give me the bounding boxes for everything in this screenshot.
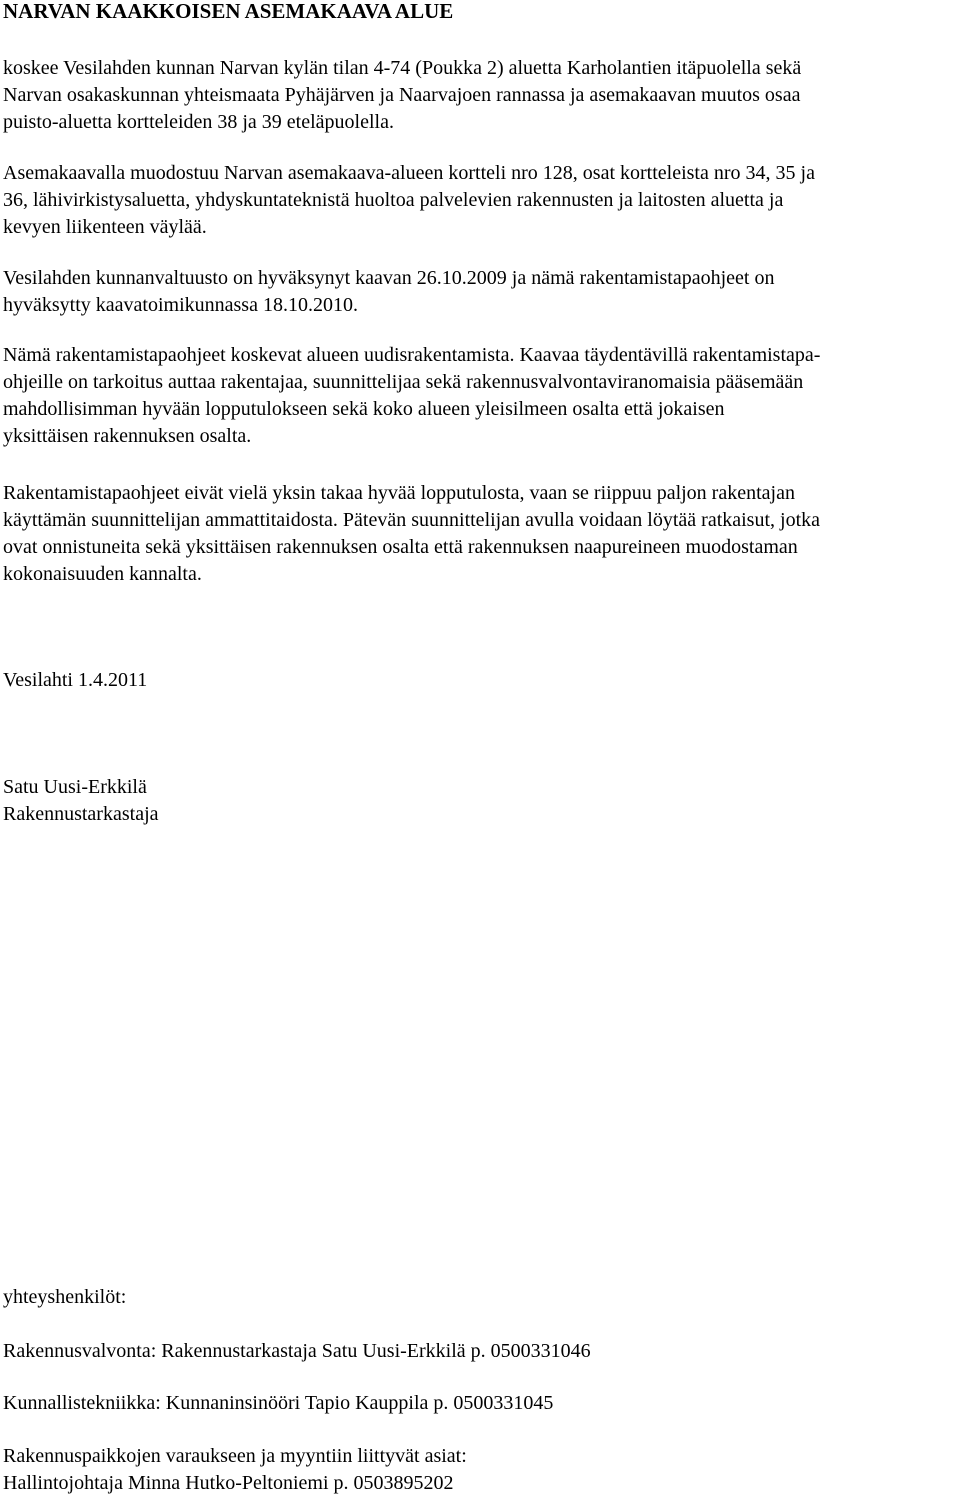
contacts-heading: yhteyshenkilöt:	[3, 1286, 127, 1308]
intro-paragraph: koskee Vesilahden kunnan Narvan kylän tilan 4-74 (Poukka 2) aluetta Karholantien itäpuolella sekä Narvan osakaskunnan yhteismaata Pyhäjärven ja Naarvajoen rannassa ja asemakaavan muutos osaa puisto-aluetta kortteleiden 38 ja 39 eteläpuolella.	[3, 57, 802, 133]
place-date: Vesilahti 1.4.2011	[3, 669, 148, 691]
document-title: NARVAN KAAKKOISEN ASEMAKAAVA ALUE	[3, 0, 454, 23]
signer-title: Rakennustarkastaja	[3, 803, 159, 825]
contact-reservations-person: Hallintojohtaja Minna Hutko-Peltoniemi p. 0503895202	[3, 1472, 454, 1494]
plan-description-paragraph: Asemakaavalla muodostuu Narvan asemakaava-alueen kortteli nro 128, osat kortteleista nro 34, 35 ja 36, lähivirkistysaluetta, yhdyskuntateknistä huoltoa palvelevien rakennusten ja laitosten aluetta ja kevyen liikenteen väylää.	[3, 162, 815, 238]
contact-municipal-engineering: Kunnallistekniikka: Kunnaninsinööri Tapio Kauppila p. 0500331045	[3, 1392, 554, 1414]
signer-name: Satu Uusi-Erkkilä	[3, 776, 147, 798]
contact-building-control: Rakennusvalvonta: Rakennustarkastaja Satu Uusi-Erkkilä p. 0500331046	[3, 1340, 591, 1362]
note-paragraph: Rakentamistapaohjeet eivät vielä yksin takaa hyvää lopputulosta, vaan se riippuu paljon rakentajan käyttämän suunnittelijan ammattitaidosta. Pätevän suunnittelijan avulla voidaan löytää ratkaisut, jotka ovat onnistuneita sekä yksittäisen rakennuksen osalta että rakennuksen naapureineen muodostaman kokonaisuuden kannalta.	[3, 482, 821, 585]
purpose-paragraph: Nämä rakentamistapaohjeet koskevat alueen uudisrakentamista. Kaavaa täydentävillä rakentamistapa- ohjeille on tarkoitus auttaa rakentajaa, suunnittelijaa sekä rakennusvalvontaviranomaisia pääsemään mahdollisimman hyvään lopputulokseen sekä koko alueen yleisilmeen osalta että jokaisen yksittäisen rakennuksen osalta.	[3, 344, 821, 447]
approval-paragraph: Vesilahden kunnanvaltuusto on hyväksynyt kaavan 26.10.2009 ja nämä rakentamistapaohjeet on hyväksytty kaavatoimikunnassa 18.10.2010.	[3, 267, 775, 316]
contact-reservations-label: Rakennuspaikkojen varaukseen ja myyntiin liittyvät asiat:	[3, 1445, 467, 1467]
